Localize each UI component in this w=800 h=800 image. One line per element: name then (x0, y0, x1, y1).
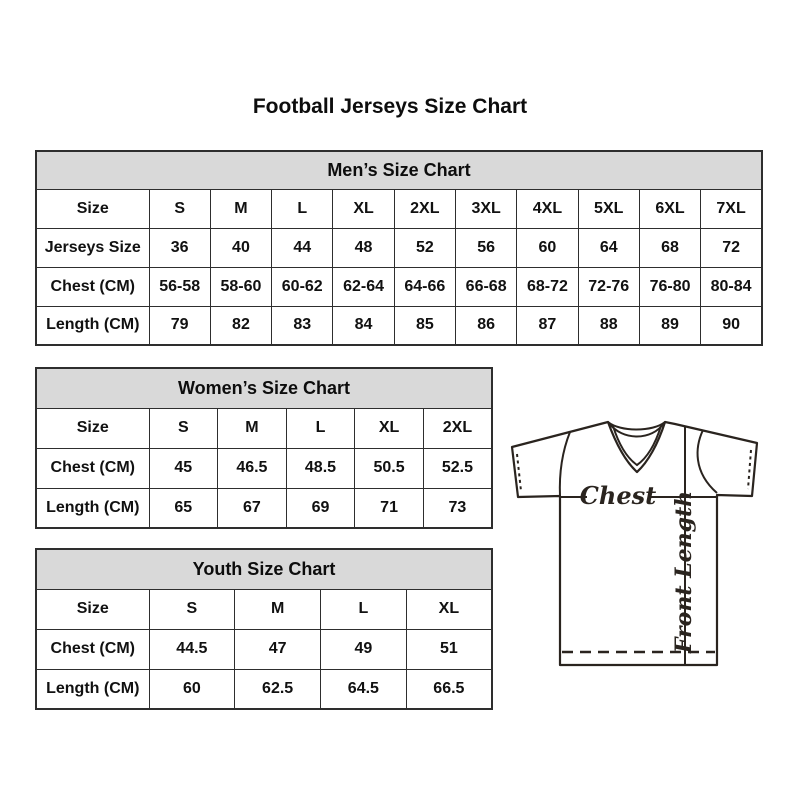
women-cell: 50.5 (355, 448, 424, 488)
men-cell: 52 (394, 228, 455, 267)
women-row-2 (36, 488, 492, 528)
womens-size-table (35, 367, 493, 529)
youth-cell: 62.5 (235, 669, 321, 709)
men-cell: 88 (578, 306, 639, 345)
men-cell: 87 (517, 306, 578, 345)
men-cell: L (272, 189, 333, 228)
men-cell: 5XL (578, 189, 639, 228)
men-cell: 76-80 (639, 267, 700, 306)
youth-cell: M (235, 589, 321, 629)
men-cell: 90 (701, 306, 762, 345)
women-cell: M (218, 408, 287, 448)
youth-cell: S (149, 589, 235, 629)
mens-size-table (35, 150, 763, 346)
women-row-label: Size (36, 408, 149, 448)
men-row-label: Chest (CM) (36, 267, 149, 306)
youth-cell: 47 (235, 629, 321, 669)
women-cell: 71 (355, 488, 424, 528)
youth-cell: 64.5 (321, 669, 407, 709)
men-cell: 72 (701, 228, 762, 267)
women-row-label: Chest (CM) (36, 448, 149, 488)
men-row-3 (36, 306, 762, 345)
men-row-label: Jerseys Size (36, 228, 149, 267)
men-cell: 86 (455, 306, 516, 345)
men-row-label: Length (CM) (36, 306, 149, 345)
men-cell: 40 (210, 228, 271, 267)
men-cell: 7XL (701, 189, 762, 228)
men-cell: 79 (149, 306, 210, 345)
men-cell: 60-62 (272, 267, 333, 306)
youth-row-0 (36, 589, 492, 629)
men-cell: 56-58 (149, 267, 210, 306)
jersey-diagram (500, 412, 770, 672)
women-cell: 67 (218, 488, 287, 528)
youth-cell: L (321, 589, 407, 629)
men-cell: 56 (455, 228, 516, 267)
men-row-2 (36, 267, 762, 306)
front-length-label: Front Length (671, 490, 697, 654)
men-cell: 80-84 (701, 267, 762, 306)
men-row-1 (36, 228, 762, 267)
women-cell: 69 (286, 488, 355, 528)
men-cell: 83 (272, 306, 333, 345)
women-table-title: Women’s Size Chart (36, 368, 492, 408)
men-cell: 85 (394, 306, 455, 345)
youth-cell: 60 (149, 669, 235, 709)
men-cell: 64-66 (394, 267, 455, 306)
youth-cell: 49 (321, 629, 407, 669)
women-row-1 (36, 448, 492, 488)
women-cell: S (149, 408, 218, 448)
women-cell: 65 (149, 488, 218, 528)
men-cell: 44 (272, 228, 333, 267)
youth-cell: XL (406, 589, 492, 629)
women-header-row (36, 368, 492, 408)
men-cell: XL (333, 189, 394, 228)
men-table-title: Men’s Size Chart (36, 151, 762, 189)
youth-table-title: Youth Size Chart (36, 549, 492, 589)
collar-back-arc (608, 422, 665, 430)
youth-row-2 (36, 669, 492, 709)
men-row-0 (36, 189, 762, 228)
women-cell: 2XL (423, 408, 492, 448)
men-cell: 4XL (517, 189, 578, 228)
men-cell: 72-76 (578, 267, 639, 306)
men-cell: 48 (333, 228, 394, 267)
men-cell: 58-60 (210, 267, 271, 306)
youth-cell: 51 (406, 629, 492, 669)
women-row-0 (36, 408, 492, 448)
men-cell: 60 (517, 228, 578, 267)
men-cell: 68 (639, 228, 700, 267)
men-cell: 6XL (639, 189, 700, 228)
jersey-outline-shape (512, 422, 757, 665)
men-cell: 3XL (455, 189, 516, 228)
youth-size-table (35, 548, 493, 710)
women-cell: 48.5 (286, 448, 355, 488)
women-cell: 73 (423, 488, 492, 528)
men-cell: S (149, 189, 210, 228)
men-cell: 36 (149, 228, 210, 267)
men-cell: 89 (639, 306, 700, 345)
men-header-row (36, 151, 762, 189)
men-cell: 84 (333, 306, 394, 345)
youth-header-row (36, 549, 492, 589)
women-row-label: Length (CM) (36, 488, 149, 528)
youth-row-label: Size (36, 589, 149, 629)
women-cell: 52.5 (423, 448, 492, 488)
youth-row-1 (36, 629, 492, 669)
men-cell: 62-64 (333, 267, 394, 306)
men-cell: M (210, 189, 271, 228)
chest-label: Chest (579, 481, 657, 510)
men-cell: 68-72 (517, 267, 578, 306)
women-cell: 46.5 (218, 448, 287, 488)
men-row-label: Size (36, 189, 149, 228)
men-cell: 64 (578, 228, 639, 267)
page-title: Football Jerseys Size Chart (252, 95, 528, 118)
women-cell: XL (355, 408, 424, 448)
youth-cell: 44.5 (149, 629, 235, 669)
men-cell: 2XL (394, 189, 455, 228)
youth-row-label: Length (CM) (36, 669, 149, 709)
youth-cell: 66.5 (406, 669, 492, 709)
men-cell: 66-68 (455, 267, 516, 306)
youth-row-label: Chest (CM) (36, 629, 149, 669)
women-cell: 45 (149, 448, 218, 488)
women-cell: L (286, 408, 355, 448)
men-cell: 82 (210, 306, 271, 345)
